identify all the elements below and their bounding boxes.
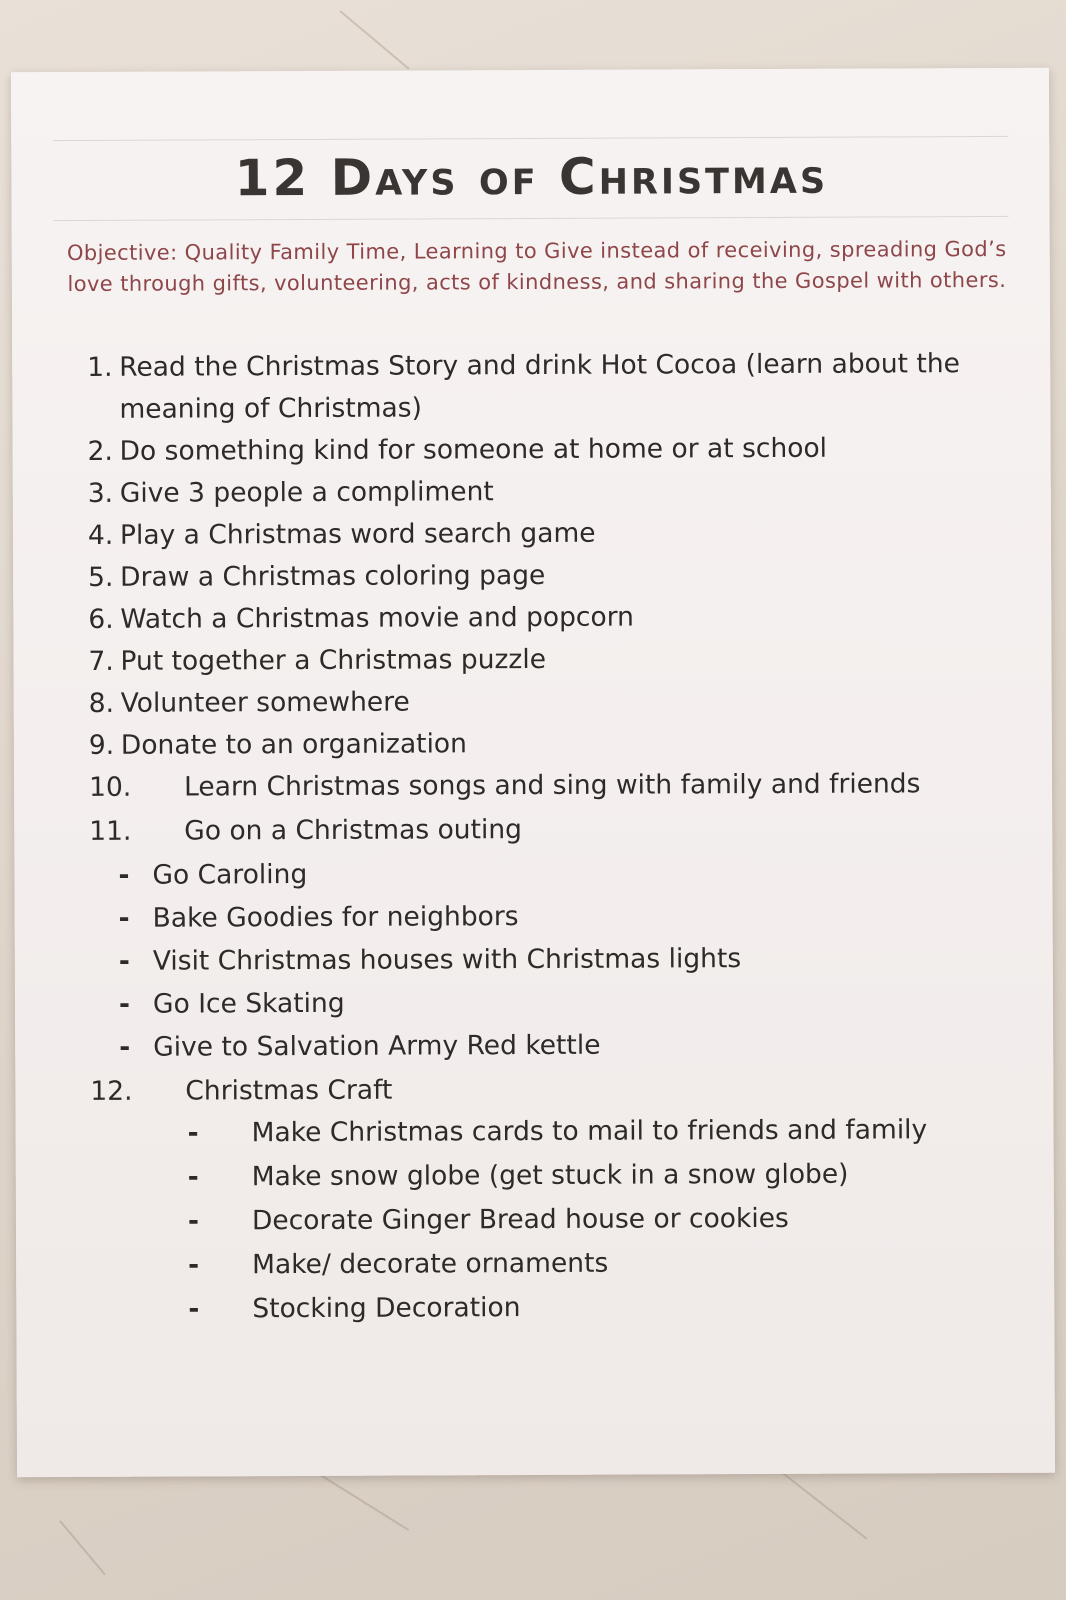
subitem-text: Go Ice Skating (152, 987, 345, 1020)
item-text: Christmas Craft (185, 1074, 393, 1107)
item-text: Do something kind for someone at home or at school (119, 432, 828, 467)
bullet-dash: - (118, 988, 131, 1020)
bullet-dash: - (188, 1249, 200, 1281)
item-number: 7. (88, 645, 114, 677)
item-number: 10. (88, 771, 132, 803)
item-text: Learn Christmas songs and sing with family and friends (183, 768, 921, 803)
bullet-dash: - (119, 1031, 131, 1063)
bullet-dash: - (187, 1205, 200, 1237)
item-text: Draw a Christmas coloring page (120, 559, 546, 593)
item-text: Read the Christmas Story and drink Hot Cocoa (learn about the (119, 348, 960, 383)
subitem-text: Bake Goodies for neighbors (152, 901, 519, 934)
item-text: Watch a Christmas movie and popcorn (120, 601, 634, 635)
item-number: 5. (88, 561, 114, 593)
item-number: 1. (87, 351, 113, 383)
bullet-dash: - (188, 1293, 200, 1325)
subitem-text: Decorate Ginger Bread house or cookies (251, 1202, 789, 1237)
item-number: 6. (88, 603, 114, 635)
bullet-dash: - (187, 1117, 199, 1149)
item-number: 8. (88, 687, 115, 719)
item-number: 11. (89, 815, 132, 847)
wood-grain-1 (339, 10, 409, 69)
item-number: 4. (87, 519, 114, 551)
subitem-text: Go Caroling (152, 858, 308, 891)
item-number: 2. (87, 435, 113, 467)
subitem-text: Make snow globe (get stuck in a snow globe) (251, 1158, 849, 1193)
item-text: Donate to an organization (120, 728, 467, 761)
item-text: meaning of Christmas) (119, 392, 422, 425)
paper-sheet (11, 68, 1055, 1478)
wood-grain-3 (779, 1470, 867, 1539)
subitem-text: Give to Salvation Army Red kettle (153, 1029, 601, 1063)
bullet-dash: - (118, 859, 130, 891)
subitem-text: Stocking Decoration (252, 1292, 521, 1325)
item-text: Put together a Christmas puzzle (120, 643, 547, 677)
objective-text: Objective: Quality Family Time, Learning to Give instead of receiving, spreading God’s love through gifts, volunteering, acts of kindness, and sharing the Gospel with others. (66, 236, 1007, 297)
wood-grain-4 (59, 1520, 106, 1575)
bullet-dash: - (118, 945, 130, 977)
subitem-text: Visit Christmas houses with Christmas lights (152, 943, 742, 977)
item-text: Give 3 people a compliment (119, 476, 494, 509)
item-text: Volunteer somewhere (120, 686, 410, 719)
item-number: 3. (87, 477, 114, 509)
bullet-dash: - (118, 902, 130, 934)
item-text: Go on a Christmas outing (184, 814, 523, 847)
item-number: 12. (90, 1075, 133, 1107)
page-title: 12 Days of Christmas (234, 146, 829, 208)
activity-list (11, 68, 1055, 1478)
item-number: 9. (88, 729, 115, 761)
bullet-dash: - (187, 1161, 199, 1193)
subitem-text: Make/ decorate ornaments (252, 1247, 609, 1281)
item-text: Play a Christmas word search game (119, 517, 596, 551)
subitem-text: Make Christmas cards to mail to friends and family (251, 1114, 928, 1149)
